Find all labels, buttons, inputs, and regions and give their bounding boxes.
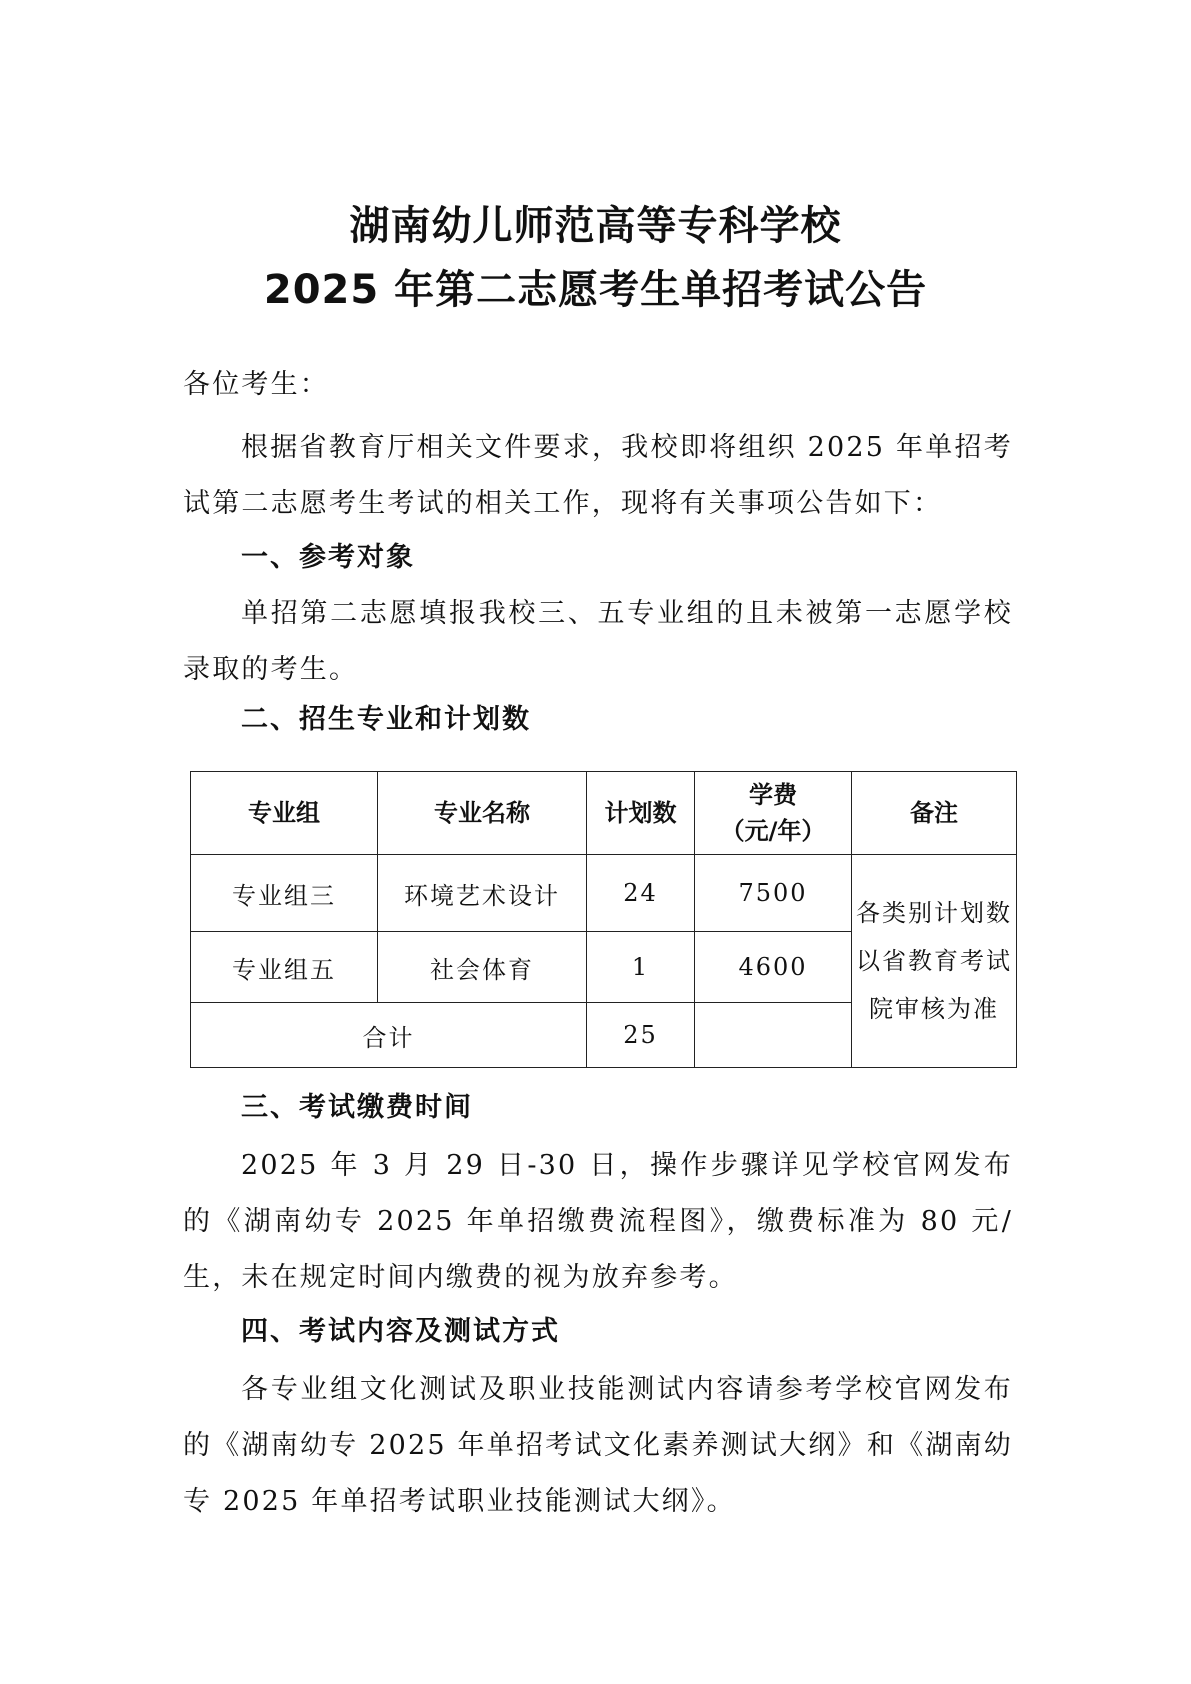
cell-total-fee xyxy=(695,1003,852,1068)
cell-plan: 24 xyxy=(587,855,695,932)
section-1-body: 单招第二志愿填报我校三、五专业组的且未被第一志愿学校录取的考生。 xyxy=(183,598,1013,685)
header-fee xyxy=(695,772,852,855)
greeting: 各位考生： xyxy=(183,369,329,400)
section-4-body: 各专业组文化测试及职业技能测试内容请参考学校官网发布的《湖南幼专 2025 年单招考试文化素养测试大纲》和《湖南幼专 2025 年单招考试职业技能测试大纲》。 xyxy=(183,1374,1013,1517)
cell-major: 环境艺术设计 xyxy=(378,855,587,932)
intro-paragraph: 根据省教育厅相关文件要求，我校即将组织 2025 年单招考试第二志愿考生考试的相关工作，现将有关事项公告如下： xyxy=(183,432,1013,519)
cell-total-label: 合计 xyxy=(191,1003,587,1068)
section-1-heading: 一、参考对象 xyxy=(241,542,415,573)
section-4-heading: 四、考试内容及测试方式 xyxy=(241,1316,560,1347)
header-plan: 计划数 xyxy=(587,772,695,855)
section-3-body: 2025 年 3 月 29 日-30 日，操作步骤详见学校官网发布的《湖南幼专 2025 年单招缴费流程图》，缴费标准为 80 元/生，未在规定时间内缴费的视为放弃参考。 xyxy=(183,1150,1013,1293)
header-group: 专业组 xyxy=(191,772,378,855)
cell-plan: 1 xyxy=(587,932,695,1003)
cell-total-plan: 25 xyxy=(587,1003,695,1068)
section-3-heading: 三、考试缴费时间 xyxy=(241,1092,473,1123)
document-title-line1: 湖南幼儿师范高等专科学校 xyxy=(349,203,842,249)
cell-note: 各类别计划数以省教育考试院审核为准 xyxy=(852,855,1017,1068)
document-title-line2: 2025 年第二志愿考生单招考试公告 xyxy=(263,267,928,313)
cell-group: 专业组五 xyxy=(191,932,378,1003)
cell-major: 社会体育 xyxy=(378,932,587,1003)
header-fee-line1: 学费 xyxy=(749,781,797,809)
cell-fee: 7500 xyxy=(695,855,852,932)
cell-group: 专业组三 xyxy=(191,855,378,932)
header-note: 备注 xyxy=(852,772,1017,855)
enrollment-plan-table xyxy=(190,771,1017,1068)
header-major: 专业名称 xyxy=(378,772,587,855)
section-2-heading: 二、招生专业和计划数 xyxy=(241,704,531,735)
table-header-row xyxy=(191,772,1017,855)
header-fee-line2: （元/年） xyxy=(720,817,826,845)
table-row xyxy=(191,855,1017,932)
cell-fee: 4600 xyxy=(695,932,852,1003)
